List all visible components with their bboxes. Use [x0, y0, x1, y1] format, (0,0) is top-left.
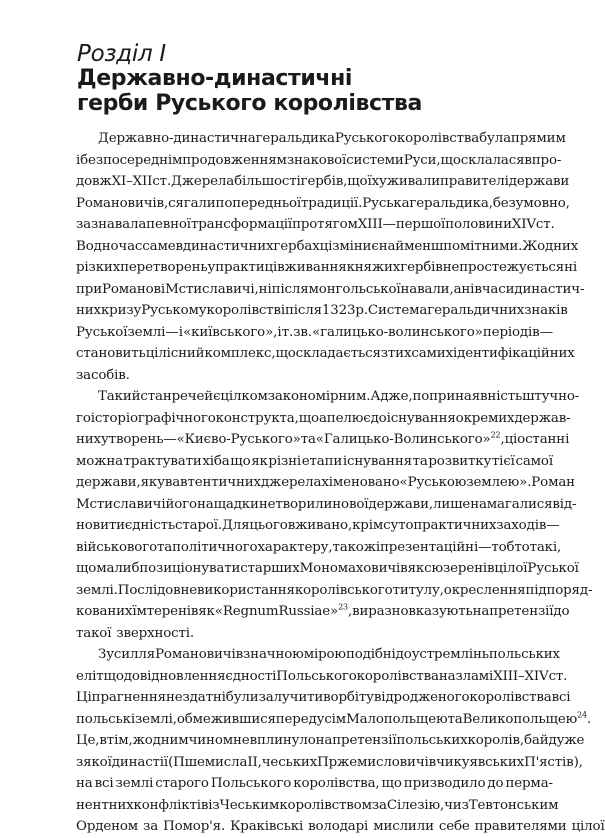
footnote-ref[interactable]: 22	[490, 430, 501, 440]
paragraph	[76, 128, 585, 386]
footnote-ref[interactable]: 24	[577, 710, 587, 720]
text-line: становить цілісний комплекс, що складається з тих самих ідентифікаційних	[76, 346, 575, 361]
body-text	[76, 128, 605, 838]
text-line: Руської землі — і «київського», і т. зв. «галицько-волинського» періодів —	[76, 324, 553, 340]
text-line: нентних конфліктів із Чеським королівством за Сілезію, чи з Тевтонським	[76, 797, 559, 813]
text-line: такої зверхності.	[76, 625, 195, 641]
text-line: них утворень — «Києво-Руського» та «Галицько-Волинського»$^{22}$, ці останні	[76, 430, 570, 447]
text-line: засобів.	[76, 367, 130, 383]
text-line: землі. Послідовне використання королівського титулу, окреслення підпоряд-	[76, 582, 593, 598]
chapter-title	[77, 66, 422, 116]
paragraph	[76, 644, 605, 838]
text-line: Романовичів, сягали попередньої традиції. Руська геральдика, безумовно,	[76, 195, 570, 211]
chapter-label: Розділ І	[77, 41, 166, 67]
paragraph	[76, 386, 593, 644]
chapter-title-line: Державно-династичні	[77, 66, 353, 91]
text-line: Це, втім, жодним чином не вплинуло на претензії польських королів, байдуже	[76, 733, 585, 748]
text-line: кованих їм теренів як «Regnum Russiae»$^{23}$, виразно вказують на претензії до	[76, 602, 570, 619]
text-line: при Романові Мстиславичі, ні після монгольської навали, ані в часи династич-	[76, 281, 585, 297]
text-line: держави, яку в автентичних джерелах іменовано «Руською землею». Роман	[76, 475, 575, 490]
text-line: новити єдність старої. Для цього вживано, крім суто практичних заходів —	[76, 518, 560, 533]
text-line: Зусилля Романовичів значною мірою подібні до устремлінь польських	[98, 647, 560, 662]
text-line: на всі землі старого Польського королівства, що призводило до перма-	[76, 776, 553, 791]
text-line: Ці прагнення не здатні були залучити в орбіту відродженого королівства всі	[76, 690, 571, 705]
text-line: різких перетворень у практиці вживання княжих гербів не простежується ні	[76, 260, 577, 275]
text-line: з якої династії (Пшемисла ІІ, чеських Пржемисловичів чи куявських П'ястів),	[76, 754, 583, 770]
text-line: Мстиславич і його нащадки не творили нової держави, лише намагалися від-	[76, 496, 577, 512]
text-line: Такий стан речей є цілком закономірним. Адже, попри наявність штучно-	[98, 389, 580, 404]
text-line: польські землі, обмежившися передусім Малопольщею та Великопольщею$^{24}$.	[76, 710, 592, 727]
text-line: еліт щодо відновлення єдності Польського королівства на зламі XIII–XIV ст.	[76, 668, 568, 684]
text-line: го історіографічного конструкта, що апелює до існування окремих держав-	[76, 410, 571, 426]
footnote-ref[interactable]: 23	[338, 602, 348, 612]
text-line: військового та політичного характеру, також і презентаційні — тобто такі,	[76, 539, 562, 555]
text-line: Державно-династична геральдика Руського королівства була прямим	[98, 131, 566, 146]
text-line: що мали б позиціонувати старших Мономаховичів як сюзеренів цілої Руської	[76, 561, 579, 576]
text-line: них криз у Руському королівстві після 1323 р. Система геральдичних знаків	[76, 303, 568, 318]
text-line: Орденом за Помор'я. Краківські володарі мислили себе правителями цілої	[76, 819, 605, 834]
text-line: Водночас саме в династичних гербах ці зміни є найменш помітними. Жодних	[76, 238, 579, 254]
chapter-title-line: герби Руського королівства	[77, 91, 422, 116]
text-line: довж XI–XII ст. Джерела більшості гербів, що їх уживали правителі держави	[76, 174, 570, 189]
text-line: зазнавала певної трансформації протягом XIII — першої половини XIV ст.	[76, 217, 555, 232]
text-line: можна трактувати хіба що як різні етапи існування та розвитку тієї самої	[76, 453, 553, 469]
text-line: і безпосереднім продовженням знакової системи Руси, що склалася впро-	[76, 152, 562, 168]
